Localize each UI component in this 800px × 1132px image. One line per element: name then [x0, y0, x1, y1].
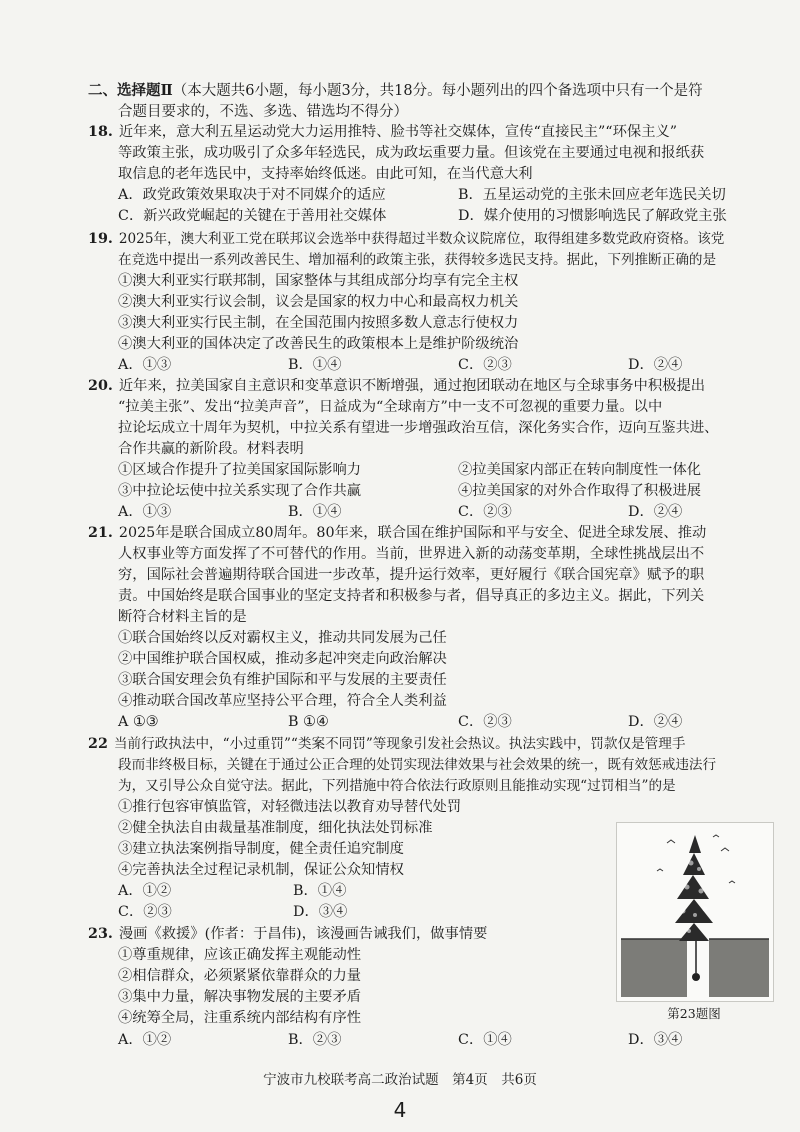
section-desc-2: 合题目要求的，不选、多选、错选均不得分）: [118, 104, 408, 120]
question-text: 等政策主张，成功吸引了众多年轻选民，成为政坛重要力量。但该党在主要通过电视和报纸获: [118, 145, 705, 161]
page-footer: 宁波市九校联考高二政治试题 第4页 共6页: [263, 1072, 537, 1088]
question-text: 拉论坛成立十周年为契机，中拉关系有望进一步增强政治互信，深化务实合作，迈向互鉴共进、: [118, 420, 719, 436]
statement-3: ③建立执法案例指导制度，健全责任追究制度: [118, 841, 404, 857]
statement-1: ①尊重规律，应该正确发挥主观能动性: [118, 947, 362, 963]
question-text: 穷，国际社会普遍期待联合国进一步改革，提升运行效率，更好履行《联合国宪章》赋予的职: [118, 567, 705, 583]
question-number: 19.: [88, 231, 113, 247]
statement-2: ②健全执法自由裁量基准制度，细化执法处罚标准: [118, 820, 433, 836]
option-a: A．①③: [118, 357, 172, 373]
question-number: 20.: [88, 378, 113, 394]
statement-4: ④拉美国家的对外合作取得了积极进展: [458, 483, 702, 499]
statement-4: ④统筹全局，注重系统内部结构有序性: [118, 1010, 362, 1026]
statement-1: ①区域合作提升了拉美国家国际影响力: [118, 462, 362, 478]
option-b: B．五星运动党的主张未回应老年选民关切: [458, 187, 726, 203]
question-text: “拉美主张”、发出“拉美声音”，日益成为“全球南方”中一支不可忽视的重要力量。以中: [118, 399, 663, 415]
question-text: 在竞选中提出一系列改善民生、增加福利的政策主张，获得较多选民支持。据此，下列推断正确的是: [118, 252, 717, 268]
statement-1: ①澳大利亚实行联邦制，国家整体与其组成部分均享有完全主权: [118, 273, 519, 289]
option-a: A．政党政策效果取决于对不同媒介的适应: [118, 187, 386, 203]
option-d: D．媒介使用的习惯影响选民了解政党主张: [458, 208, 727, 224]
option-a: A．①②: [118, 1032, 172, 1048]
statement-4: ④推动联合国改革应坚持公平合理，符合全人类利益: [118, 693, 447, 709]
question-21: [88, 523, 788, 733]
question-number: 18.: [88, 124, 113, 140]
question-20: [88, 376, 788, 523]
option-a: A．①②: [118, 883, 172, 899]
people-tower: [675, 835, 713, 941]
question-text: 人权事业等方面发挥了不可替代的作用。当前，世界进入新的动荡变革期，全球性挑战层出不: [118, 546, 705, 562]
question-text: 2025年是联合国成立80周年。80年来，联合国在维护国际和平与安全、促进全球发展、推动: [118, 525, 707, 541]
statement-3: ③澳大利亚实行民主制，在全国范围内按照多数人意志行使权力: [118, 315, 519, 331]
question-number: 21.: [88, 525, 113, 541]
question-23-options: [88, 1030, 788, 1051]
statement-1: ①联合国始终以反对霸权主义，推动共同发展为己任: [118, 630, 447, 646]
option-d: D．②④: [628, 357, 683, 373]
statement-2: ②拉美国家内部正在转向制度性一体化: [458, 462, 702, 478]
question-text: 断符合材料主旨的是: [118, 609, 247, 625]
question-text: 段而非终极目标，关键在于通过公正合理的处罚实现法律效果与社会效果的统一，既有效惩戒违法行: [118, 757, 717, 773]
question-text: 漫画《救援》(作者：于昌伟)，该漫画告诫我们，做事情要: [118, 926, 488, 942]
question-number: 22: [88, 736, 108, 752]
option-a: A ①③: [118, 714, 159, 730]
option-b: B．①④: [288, 357, 342, 373]
option-a: A．①③: [118, 504, 172, 520]
option-b: B．①④: [293, 883, 347, 899]
option-d: D．③④: [293, 904, 348, 920]
option-c: C．②③: [458, 504, 512, 520]
statement-4: ④澳大利亚的国体决定了改善民生的政策根本上是维护阶级统治: [118, 336, 519, 352]
option-b: B ①④: [288, 714, 329, 730]
question-19: [88, 229, 788, 376]
cartoon-figure: [616, 822, 774, 1002]
question-number: 23.: [88, 926, 113, 942]
option-d: D．②④: [628, 714, 683, 730]
statement-1: ①推行包容审慎监管，对轻微违法以教育劝导替代处罚: [118, 799, 462, 815]
question-text: 近年来，拉美国家自主意识和变革意识不断增强，通过抱团联动在地区与全球事务中积极提出: [118, 378, 706, 394]
option-c: C．②③: [458, 714, 512, 730]
question-text: 当前行政执法中，“小过重罚”“类案不同罚”等现象引发社会热议。执法实践中，罚款仅是管理手: [113, 736, 686, 752]
question-18: [88, 122, 788, 227]
section-header: [88, 80, 788, 123]
statement-3: ③中拉论坛使中拉关系实现了合作共赢: [118, 483, 362, 499]
option-b: B．①④: [288, 504, 342, 520]
figure-caption: 第23题图: [667, 1006, 721, 1021]
section-desc-1: （本大题共6小题，每小题3分，共18分。每小题列出的四个备选项中只有一个是符: [172, 83, 703, 99]
statement-2: ②澳大利亚实行议会制，议会是国家的权力中心和最高权力机关: [118, 294, 519, 310]
statement-2: ②中国维护联合国权威，推动多起冲突走向政治解决: [118, 651, 447, 667]
question-text: 为，又引导公众自觉守法。据此，下列措施中符合依法行政原则且能推动实现“过罚相当”的是: [118, 778, 676, 794]
option-c: C．②③: [118, 904, 172, 920]
cartoon-illustration: [617, 823, 773, 1001]
statement-2: ②相信群众，必须紧紧依靠群众的力量: [118, 968, 362, 984]
question-23: [88, 924, 608, 1029]
question-text: 合作共赢的新阶段。材料表明: [118, 441, 304, 457]
statement-4: ④完善执法全过程记录机制，保证公众知情权: [118, 862, 404, 878]
option-b: B．②③: [288, 1032, 342, 1048]
question-text: 2025年，澳大利亚工党在联邦议会选举中获得超过半数众议院席位，取得组建多数党政府资格。该党: [118, 231, 725, 247]
option-c: C．新兴政党崛起的关键在于善用社交媒体: [118, 208, 387, 224]
cliff-left: [621, 939, 687, 997]
question-text: 近年来，意大利五星运动党大力运用推特、脸书等社交媒体，宣传“直接民主”“环保主义”: [118, 124, 678, 140]
option-c: C．②③: [458, 357, 512, 373]
option-d: D．③④: [628, 1032, 683, 1048]
cliff-right: [709, 939, 769, 997]
option-d: D．②④: [628, 504, 683, 520]
section-title: 二、选择题Ⅱ: [88, 82, 173, 99]
statement-3: ③集中力量，解决事物发展的主要矛盾: [118, 989, 362, 1005]
question-text: 取信息的老年选民中，支持率始终低迷。由此可知，在当代意大利: [118, 166, 533, 182]
option-c: C．①④: [458, 1032, 512, 1048]
page-number: 4: [393, 1098, 407, 1122]
statement-3: ③联合国安理会负有维护国际和平与发展的主要责任: [118, 672, 447, 688]
question-text: 责。中国始终是联合国事业的坚定支持者和积极参与者，倡导真正的多边主义。据此，下列关: [118, 588, 705, 604]
